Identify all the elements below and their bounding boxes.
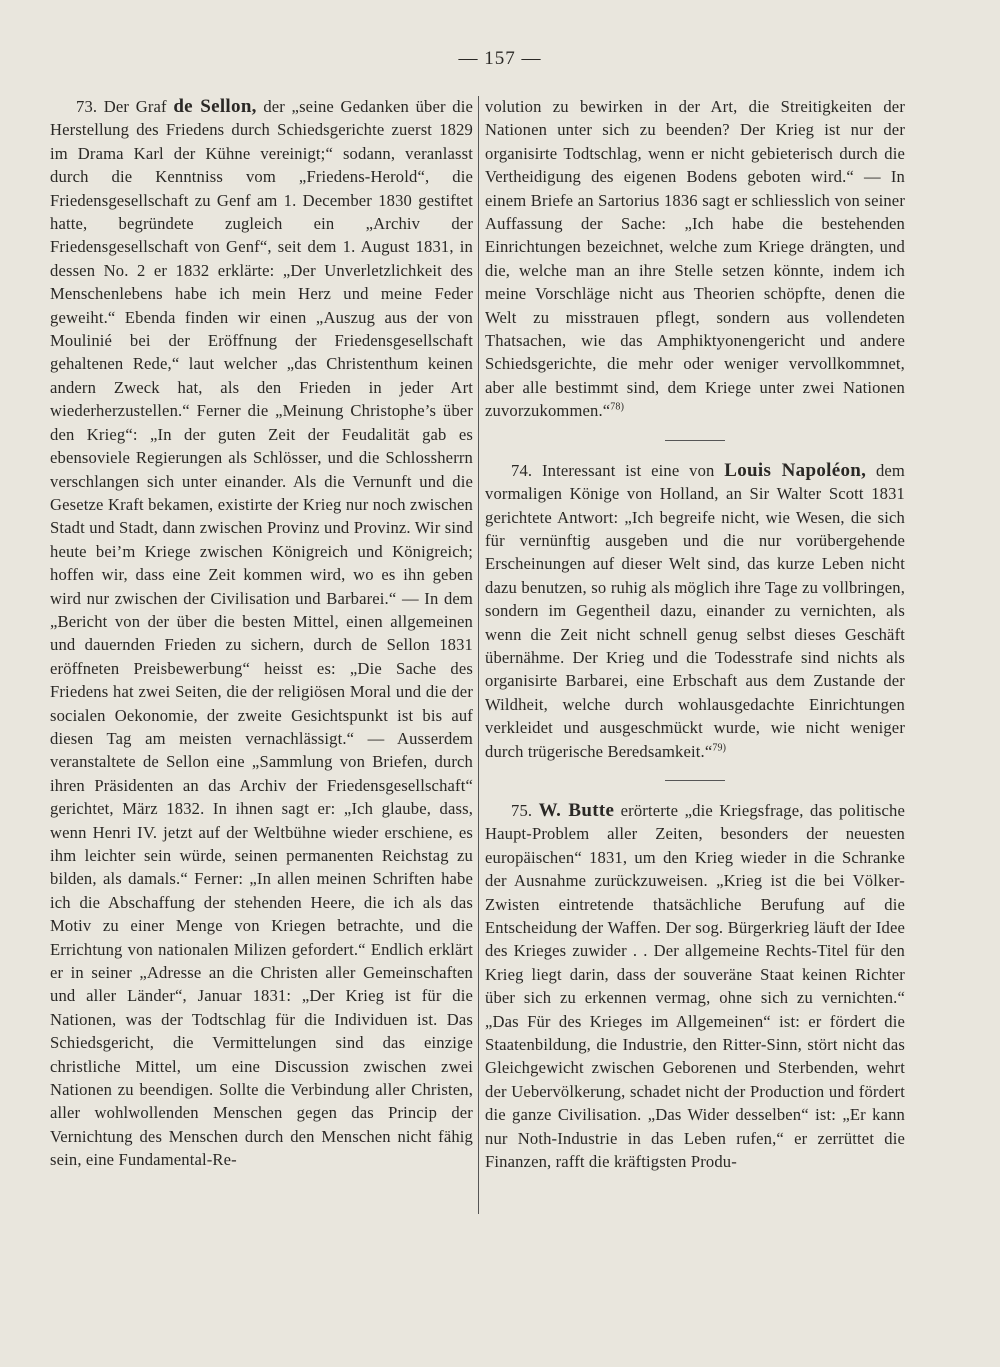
section-75-text: erörterte „die Kriegsfrage, das politische Haupt-Problem aller Zeiten, besonders der neuesten europäischen“ 1831, um den Krieg wieder in die Schranke der Ausnahme zurückzuweisen. „Krieg ist die bei Völker-Zwisten eintretende thatsächliche Berufung auf die Entscheidung der Waffen. Der sog. Bürgerkrieg läuft der Idee des Krieges zuwider . . Der allgemeine Rechts-Titel für den Krieg liegt darin, dass der souveräne Staat keinen Richter über sich zu erkennen vermag, ohne sich zu vernichten.“ „Das Für des Krieges im Allgemeinen“ ist: er fördert die Staatenbildung, die Industrie, den Ritter-Sinn, stört nicht das Gleichgewicht zwischen Geborenen und Sterbenden, wehrt der Uebervölkerung, schadet nicht der Production und fördert die ganze Civilisation. „Das Wider desselben“ ist: „Er kann nur Noth-Industrie in das Leben rufen,“ er zerrüttet die Finanzen, rafft die kräftigsten Produ- (485, 800, 905, 1172)
left-column (50, 95, 473, 1172)
section-73-name: de Sellon, (173, 96, 257, 117)
section-74-text: dem vormaligen Könige von Holland, an Sir Walter Scott 1831 gerichtete Antwort: „Ich begreife nicht, wie Wesen, die sich für vernünftig ausgeben und die nur vorübergehende Erscheinungen auf dieser Welt sind, das kurze Leben nicht dazu benutzen, so ruhig als möglich ihre Tage zu vollbringen, sondern im Gegentheil dazu, einander zu vernichten, als wenn die Zeit nicht schnell genug selbst dieses Geschäft übernähme. Der Krieg und die Todesstrafe sind nichts als organisirte Barbarei, eine Erbschaft aus dem Zustande der Wildheit, welche durch wohlausgedachte Einrichtungen verkleidet und ausgeschmückt wurde, wie nicht weniger durch trügerische Beredsamkeit.“ (485, 460, 905, 761)
footnote-ref-79: 79) (712, 742, 727, 754)
section-73-number: 73. Der Graf (76, 97, 167, 116)
page-number: — 157 — (458, 48, 542, 69)
footnote-ref-78: 78) (610, 401, 625, 413)
section-74-number: 74. Interessant ist eine von (511, 460, 715, 480)
section-75-paragraph (485, 799, 905, 1174)
section-73-text: der „seine Gedanken über die Herstellung des Friedens durch Schiedsgerichte zuerst 1829 im Drama Karl der Kühne vereinigt;“ sodann, veranlasst durch die Kenntniss vom „Friedens-Herold“, die Friedensgesellschaft zu Genf am 1. December 1830 gestiftet hatte, begründete zugleich ein „Archiv der Friedensgesellschaft von Genf“, seit dem 1. August 1831, in dessen No. 2 er 1832 erklärte: „Der Unverletzlichkeit des Menschenlebens habe ich mein Herz und meine Feder geweiht.“ Ebenda finden wir einen „Auszug aus der von Moulinié bei der Eröffnung der Friedensgesellschaft gehaltenen Rede,“ laut welcher „das Christenthum keinen andern Zweck hat, als den Frieden in jeder Art wiederherzustellen.“ Ferner die „Meinung Christophe’s über den Krieg“: „In der guten Zeit der Feudalität gab es ebensoviele Regierungen als Schlösser, und die Schlossherrn verschlangen sich unter einander. Als die Vernunft und die Gesetze Kraft bekamen, existirte der Krieg nur noch zwischen Stadt und Stadt, dann zwischen Provinz und Provinz. Wir sind heute bei’m Kriege zwischen Königreich und Königreich; hoffen wir, dass eine Zeit kommen wird, wo es ihn geben wird nur zwischen der Civilisation und Barbarei.“ — In dem „Bericht von der über die besten Mittel, einen allgemeinen und dauernden Frieden zu sichern, durch de Sellon 1831 eröffneten Preisbewerbung“ heisst es: „Die Sache des Friedens hat zwei Seiten, die der religiösen Moral und die der socialen Oekonomie, der zweite Gesichtspunkt ist bis auf diesen Tag am meisten vernachlässigt.“ — Ausserdem veranstaltete de Sellon eine „Sammlung von Briefen, durch ihren Präsidenten an das Archiv der Friedensgesellschaft“ gerichtet, März 1832. In ihnen sagt er: „Ich glaube, dass, wenn Henri IV. jetzt auf der Weltbühne wieder erschiene, es ihm leichter sein würde, seinen permanenten Reichstag zu bilden, als damals.“ Ferner: „In allen meinen Schriften habe ich die Abschaffung der stehenden Heere, die ich als das Motiv zu einer Menge von Kriegen betrachte, und die Errichtung von nationalen Milizen gefordert.“ Endlich erklärt er in seiner „Adresse an die Christen aller Gemeinschaften und aller Länder“, Januar 1831: „Der Krieg ist für die Nationen, was der Todtschlag für die Individuen ist. Das Schiedsgericht, die Vermittelungen sind das einzige christliche Mittel, um eine Discussion zwischen zwei Nationen zu beendigen. Sollte die Verbindung aller Christen, aller wohlwollenden Menschen gegen das Princip der Vernichtung des Menschen durch den Menschen nicht fähig sein, eine Fundamental-Re- (50, 97, 473, 1170)
section-75-number: 75. (511, 800, 533, 820)
right-column (485, 95, 905, 1173)
section-75-name: W. Butte (538, 799, 615, 821)
section-73-paragraph (50, 95, 473, 1172)
column-divider (478, 96, 479, 1214)
section-separator (665, 780, 725, 781)
section-74-paragraph (485, 459, 905, 763)
section-73-continuation-text: volution zu bewirken in der Art, die Streitigkeiten der Nationen unter sich zu beenden? Der Krieg ist nur der organisirte Todtschlag, wenn er nicht gebieterisch durch die Vertheidigung des eigenen Bodens geboten wird.“ — In einem Briefe an Sartorius 1836 sagt er schliesslich von seiner Auffassung der Sache: „Ich habe die bestehenden Einrichtungen bezeichnet, welche zum Kriege drängten, und die, welche man an ihre Stelle setzen könnte, indem ich meine Vorschläge nicht aus Theorien schöpfte, denen die Welt zu misstrauen pflegt, sondern aus vollendeten Thatsachen, wie das Amphiktyonengericht und andere Schiedsgerichte, die mehr oder weniger vervollkommnet, aber alle bestimmt sind, dem Kriege unter zwei Nationen zuvorzukommen.“ (485, 97, 905, 421)
section-74-name: Louis Napoléon, (724, 459, 867, 481)
section-73-continuation (485, 95, 905, 423)
section-separator (665, 440, 725, 441)
